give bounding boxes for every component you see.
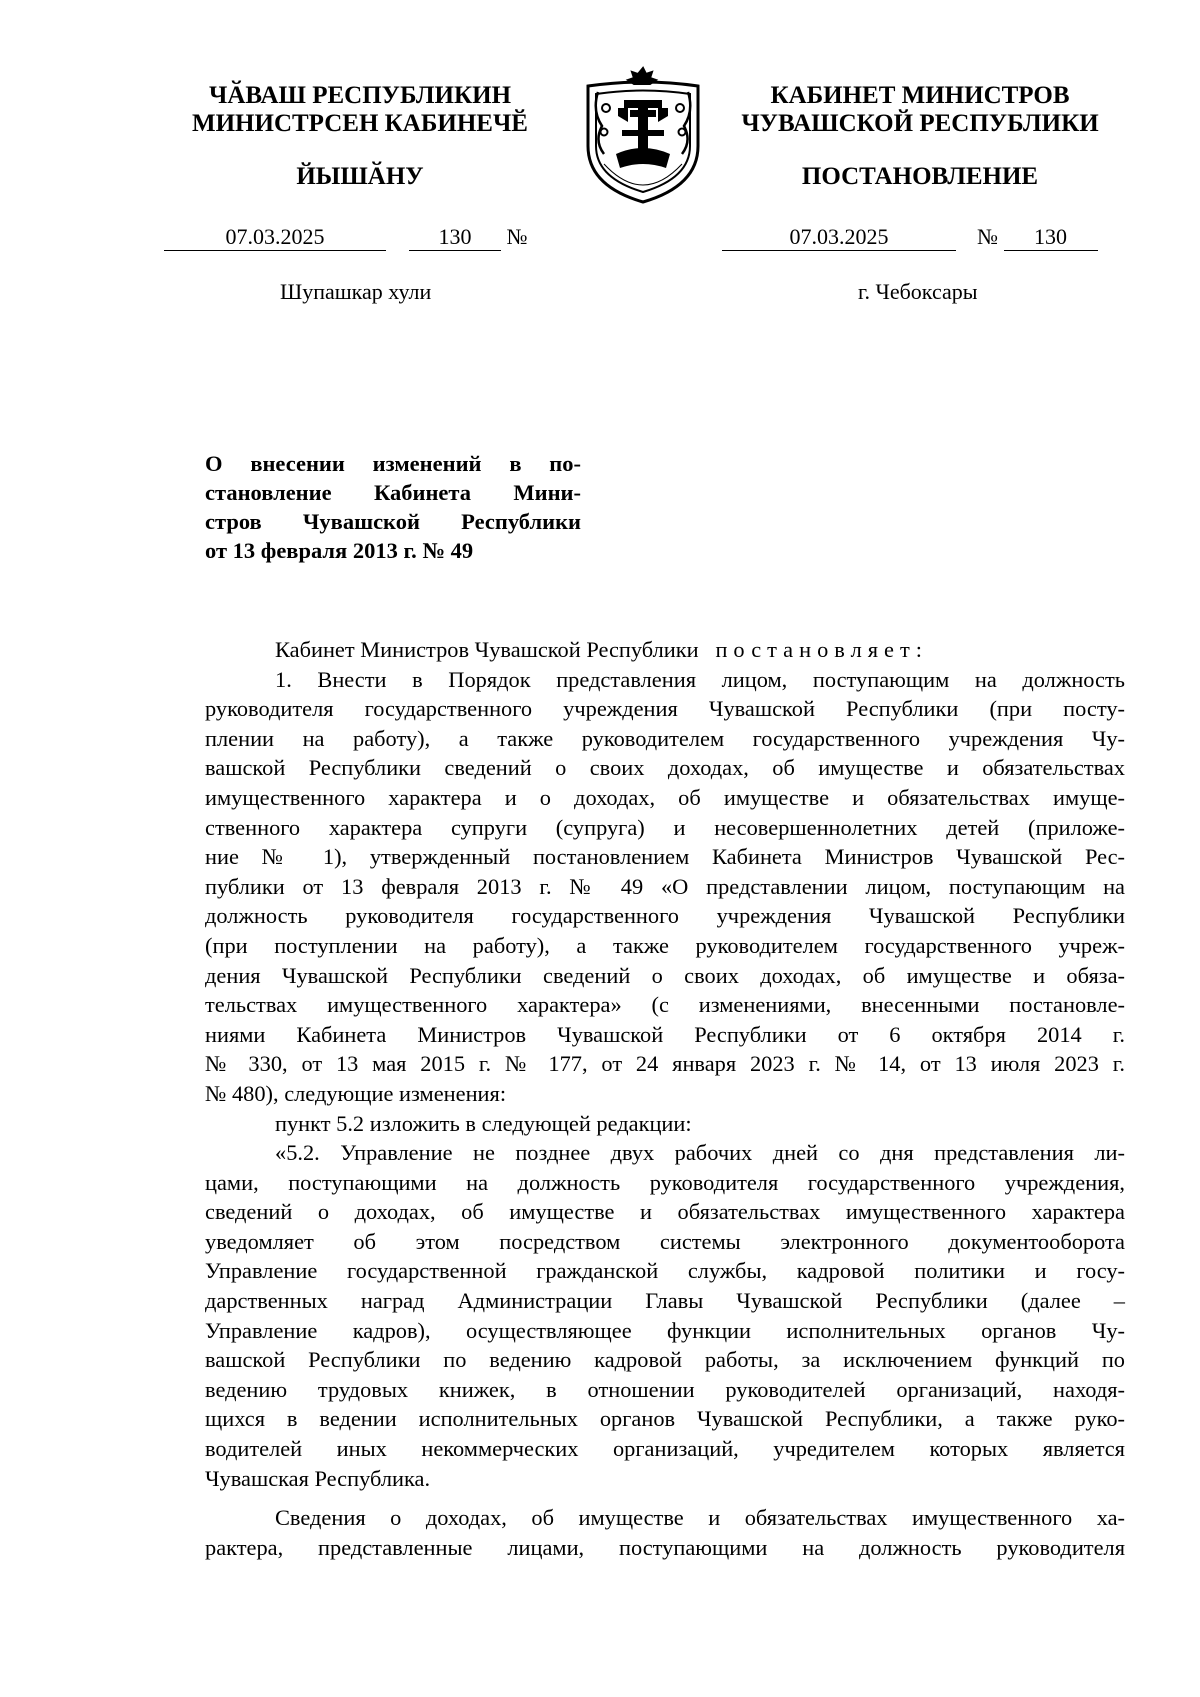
body-line: Чувашская Республика. (205, 1465, 431, 1491)
document-title (205, 449, 581, 565)
header-right-doc-type: ПОСТАНОВЛЕНИЕ (801, 163, 1039, 190)
document-body (205, 635, 1125, 1562)
header-right-block (720, 82, 1120, 138)
left-number: 130 (409, 224, 501, 251)
body-line: щихся в ведении исполнительных органов Чувашской Республики, а также руко- (205, 1406, 1125, 1432)
title-line: от 13 февраля 2013 г. № 49 (205, 538, 474, 563)
right-number: 130 (1004, 224, 1098, 251)
intro-text: Кабинет Министров Чувашской Республики (275, 637, 699, 662)
body-line: должность руководителя государственного учреждения Чувашской Республики (205, 903, 1125, 929)
body-line: ние № 1), утвержденный постановлением Кабинета Министров Чувашской Рес- (205, 844, 1125, 870)
body-line: руководителя государственного учреждения Чувашской Республики (при посту- (205, 696, 1125, 722)
right-date: 07.03.2025 (722, 224, 956, 251)
intro-line (205, 635, 1125, 665)
body-line: цами, поступающими на должность руководителя государственного учреждения, (205, 1169, 1125, 1195)
header-right-line1: КАБИНЕТ МИНИСТРОВ (770, 82, 1070, 109)
right-place: г. Чебоксары (858, 279, 978, 304)
header-left-doc-type: ЙЫШӐНУ (296, 163, 424, 190)
body-line: водителей иных некоммерческих организаций, учредителем которых является (205, 1436, 1125, 1462)
body-line: вашской Республики по ведению кадровой работы, за исключением функций по (205, 1347, 1125, 1373)
title-line: О внесении изменений в по- (205, 451, 581, 476)
body-line: публики от 13 февраля 2013 г. № 49 «О представлении лицом, поступающим на (205, 873, 1125, 899)
body-line: (при поступлении на работу), а также руководителем государственного учреж- (205, 932, 1125, 958)
intro-spaced-verb: постановляет: (715, 637, 928, 662)
body-line: дения Чувашской Республики сведений о своих доходах, об имуществе и обяза- (205, 962, 1125, 988)
body-line: № 330, от 13 мая 2015 г. № 177, от 24 января 2023 г. № 14, от 13 июля 2023 г. (205, 1051, 1125, 1077)
body-line: сведений о доходах, об имуществе и обязательствах имущественного характера (205, 1199, 1125, 1225)
body-line: дарственных наград Администрации Главы Чувашской Республики (далее – (205, 1288, 1125, 1314)
header-right-line2: ЧУВАШСКОЙ РЕСПУБЛИКИ (741, 110, 1099, 137)
body-line: вашской Республики сведений о своих доходах, об имуществе и обязательствах (205, 755, 1125, 781)
body-line: имущественного характера и о доходах, об имуществе и обязательствах имуще- (205, 784, 1125, 810)
body-line: пункт 5.2 изложить в следующей редакции: (275, 1110, 692, 1136)
body-line: Сведения о доходах, об имуществе и обязательствах имущественного ха- (275, 1505, 1125, 1531)
body-line: ниями Кабинета Министров Чувашской Республики от 6 октября 2014 г. (205, 1021, 1125, 1047)
body-line: Управление кадров), осуществляющее функции исполнительных органов Чу- (205, 1317, 1125, 1343)
left-place: Шупашкар хули (280, 279, 432, 304)
body-line: плении на работу), а также руководителем государственного учреждения Чу- (205, 725, 1125, 751)
title-line: стров Чувашской Республики (205, 509, 581, 534)
header-left-line2: МИНИСТРСЕН КАБИНЕЧӖ (192, 110, 528, 137)
left-date: 07.03.2025 (164, 224, 386, 251)
body-line: ственного характера супруги (супруга) и несовершеннолетних детей (приложе- (205, 814, 1125, 840)
chuvash-coat-of-arms-icon (574, 56, 712, 206)
body-line: 1. Внести в Порядок представления лицом, поступающим на должность (275, 666, 1125, 692)
right-number-sign: № (977, 224, 998, 249)
title-line: становление Кабинета Мини- (205, 480, 581, 505)
body-line: тельствах имущественного характера» (с изменениями, внесенными постановле- (205, 992, 1125, 1018)
body-line: ведению трудовых книжек, в отношении руководителей организаций, находя- (205, 1376, 1125, 1402)
body-line: рактера, представленные лицами, поступающими на должность руководителя (205, 1534, 1125, 1560)
body-line: № 480), следующие изменения: (205, 1080, 507, 1106)
right-date-number-line (722, 224, 1098, 251)
body-line: Управление государственной гражданской службы, кадровой политики и госу- (205, 1258, 1125, 1284)
header-left-block (160, 82, 560, 138)
body-line: «5.2. Управление не позднее двух рабочих дней со дня представления ли- (275, 1140, 1125, 1166)
left-date-number-line (164, 224, 528, 251)
body-line: уведомляет об этом посредством системы электронного документооборота (205, 1228, 1125, 1254)
header-left-line1: ЧӐВАШ РЕСПУБЛИКИН (208, 82, 512, 109)
left-number-sign: № (506, 224, 528, 249)
